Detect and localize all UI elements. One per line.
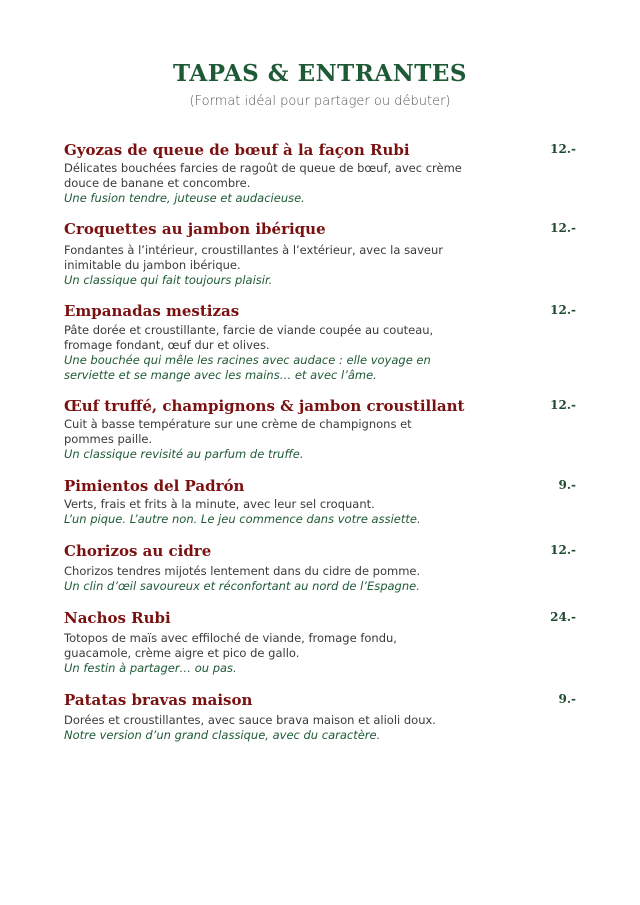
item-name: Chorizos au cidre — [64, 542, 212, 560]
item-price: 24.- — [550, 610, 576, 624]
item-tagline: Un classique revisité au parfum de truffe. — [64, 447, 304, 461]
item-tagline: Une bouchée qui mêle les racines avec audace : elle voyage en serviette et se mange avec les mains… et avec l’âme. — [64, 353, 431, 382]
item-description: Chorizos tendres mijotés lentement dans du cidre de pomme. — [64, 564, 421, 578]
item-name: Gyozas de queue de bœuf à la façon Rubi — [64, 141, 410, 159]
menu-item — [64, 608, 580, 676]
menu-item — [64, 301, 580, 383]
page-subtitle: (Format idéal pour partager ou débuter) — [189, 94, 451, 109]
item-tagline: Notre version d’un grand classique, avec du caractère. — [64, 728, 381, 742]
item-name: Empanadas mestizas — [64, 302, 240, 320]
page-title: TAPAS & ENTRANTES — [173, 60, 467, 87]
item-price: 12.- — [550, 398, 576, 412]
item-name: Pimientos del Padrón — [64, 477, 245, 495]
item-price: 12.- — [550, 142, 576, 156]
menu-item — [64, 476, 580, 527]
item-description: Délicates bouchées farcies de ragoût de queue de bœuf, avec crème douce de banane et concombre. — [64, 161, 462, 190]
menu-item — [64, 140, 580, 206]
menu-item — [64, 690, 580, 743]
item-name: Œuf truffé, champignons & jambon croustillant — [64, 397, 465, 415]
menu-item — [64, 219, 580, 288]
menu-item — [64, 541, 580, 594]
item-price: 12.- — [550, 303, 576, 317]
item-name: Nachos Rubi — [64, 609, 171, 627]
item-name: Croquettes au jambon ibérique — [64, 220, 326, 238]
item-price: 12.- — [550, 221, 576, 235]
item-description: Totopos de maïs avec effiloché de viande, fromage fondu, guacamole, crème aigre et pico de gallo. — [64, 631, 397, 660]
item-description: Fondantes à l’intérieur, croustillantes à l’extérieur, avec la saveur inimitable du jambon ibérique. — [64, 243, 444, 272]
item-tagline: Un festin à partager… ou pas. — [64, 661, 237, 675]
item-tagline: Un classique qui fait toujours plaisir. — [64, 273, 273, 287]
menu-item — [64, 396, 580, 462]
item-description: Verts, frais et frits à la minute, avec leur sel croquant. — [64, 497, 375, 511]
item-price: 9.- — [558, 478, 576, 492]
item-description: Dorées et croustillantes, avec sauce brava maison et alioli doux. — [64, 713, 436, 727]
item-tagline: Une fusion tendre, juteuse et audacieuse. — [64, 191, 305, 205]
item-tagline: Un clin d’œil savoureux et réconfortant au nord de l’Espagne. — [64, 579, 420, 593]
item-price: 12.- — [550, 543, 576, 557]
item-name: Patatas bravas maison — [64, 691, 253, 709]
item-description: Cuit à basse température sur une crème de champignons et pommes paille. — [64, 417, 412, 446]
item-price: 9.- — [558, 692, 576, 706]
item-tagline: L’un pique. L’autre non. Le jeu commence dans votre assiette. — [64, 512, 421, 526]
item-description: Pâte dorée et croustillante, farcie de viande coupée au couteau, fromage fondant, œuf dur et olives. — [64, 323, 434, 352]
